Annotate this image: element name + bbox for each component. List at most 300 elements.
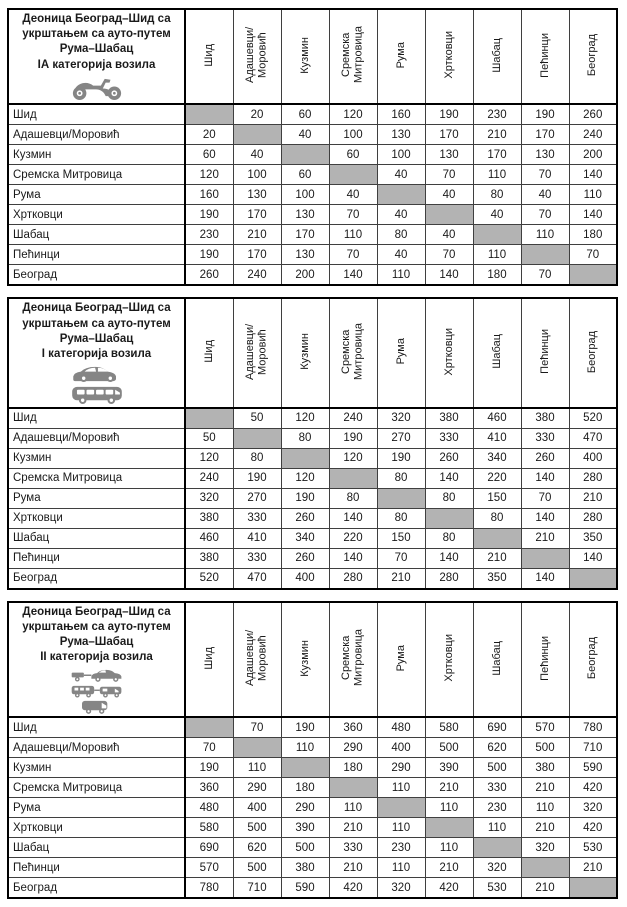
toll-value-cell: 40: [473, 205, 521, 225]
toll-value-cell: 170: [233, 245, 281, 265]
toll-value-cell: 70: [521, 165, 569, 185]
row-label: Кузмин: [8, 758, 185, 778]
toll-value-cell: 40: [281, 125, 329, 145]
toll-value-cell: 580: [185, 818, 233, 838]
toll-value-cell: 400: [569, 448, 617, 468]
toll-value-cell: 70: [233, 717, 281, 738]
table-row: [8, 568, 617, 589]
toll-value-cell: 60: [281, 104, 329, 125]
diagonal-cell: [281, 448, 329, 468]
toll-value-cell: 270: [377, 428, 425, 448]
toll-value-cell: 110: [425, 838, 473, 858]
toll-value-cell: 140: [425, 468, 473, 488]
toll-value-cell: 160: [185, 185, 233, 205]
toll-value-cell: 190: [233, 468, 281, 488]
toll-value-cell: 210: [425, 778, 473, 798]
toll-value-cell: 180: [569, 225, 617, 245]
toll-value-cell: 70: [329, 205, 377, 225]
toll-value-cell: 240: [233, 265, 281, 286]
toll-value-cell: 230: [473, 798, 521, 818]
toll-value-cell: 130: [281, 205, 329, 225]
vehicle-icons: [70, 364, 124, 405]
header-row: [8, 9, 617, 104]
table-title-cell: [8, 9, 185, 104]
toll-value-cell: 380: [185, 548, 233, 568]
toll-value-cell: 360: [329, 717, 377, 738]
toll-value-cell: 80: [377, 468, 425, 488]
toll-value-cell: 380: [521, 408, 569, 429]
toll-value-cell: 500: [521, 738, 569, 758]
toll-value-cell: 710: [569, 738, 617, 758]
diagonal-cell: [233, 428, 281, 448]
row-label: Шид: [8, 104, 185, 125]
van-icon: [70, 384, 124, 405]
toll-value-cell: 110: [233, 758, 281, 778]
column-header-label: Сремска Митровица: [340, 26, 365, 84]
diagonal-cell: [521, 548, 569, 568]
diagonal-cell: [281, 145, 329, 165]
table-row: [8, 245, 617, 265]
column-header: [473, 9, 521, 104]
diagonal-cell: [329, 468, 377, 488]
diagonal-cell: [473, 225, 521, 245]
toll-value-cell: 200: [281, 265, 329, 286]
toll-value-cell: 80: [473, 185, 521, 205]
toll-value-cell: 400: [377, 738, 425, 758]
toll-value-cell: 40: [377, 245, 425, 265]
toll-value-cell: 240: [569, 125, 617, 145]
toll-value-cell: 190: [185, 758, 233, 778]
table-row: [8, 548, 617, 568]
toll-value-cell: 220: [473, 468, 521, 488]
column-header-label: Београд: [586, 330, 599, 373]
table-row: [8, 488, 617, 508]
row-label: Хртковци: [8, 818, 185, 838]
toll-value-cell: 210: [521, 818, 569, 838]
toll-value-cell: 290: [233, 778, 281, 798]
row-label: Адашевци/Моровић: [8, 428, 185, 448]
toll-value-cell: 320: [377, 878, 425, 899]
toll-value-cell: 320: [521, 838, 569, 858]
toll-value-cell: 110: [377, 858, 425, 878]
toll-value-cell: 590: [569, 758, 617, 778]
toll-value-cell: 380: [185, 508, 233, 528]
table-row: [8, 738, 617, 758]
column-header: [329, 298, 377, 407]
toll-value-cell: 280: [569, 508, 617, 528]
row-label: Рума: [8, 798, 185, 818]
toll-value-cell: 390: [281, 818, 329, 838]
table-title-cell: [8, 298, 185, 407]
toll-value-cell: 410: [233, 528, 281, 548]
toll-value-cell: 350: [569, 528, 617, 548]
diagonal-cell: [185, 717, 233, 738]
table-category: IА категорија возила: [37, 58, 156, 71]
toll-value-cell: 110: [425, 798, 473, 818]
diagonal-cell: [569, 878, 617, 899]
toll-value-cell: 80: [473, 508, 521, 528]
table-row: [8, 125, 617, 145]
toll-value-cell: 40: [233, 145, 281, 165]
toll-value-cell: 570: [185, 858, 233, 878]
column-header: [521, 9, 569, 104]
toll-value-cell: 620: [233, 838, 281, 858]
toll-value-cell: 140: [425, 548, 473, 568]
toll-value-cell: 190: [329, 428, 377, 448]
toll-value-cell: 110: [473, 165, 521, 185]
vehicle-icons: [70, 667, 124, 714]
row-label: Шид: [8, 717, 185, 738]
toll-value-cell: 200: [569, 145, 617, 165]
column-header-label: Сремска Митровица: [340, 323, 365, 381]
toll-value-cell: 260: [425, 448, 473, 468]
column-header: [521, 602, 569, 717]
toll-value-cell: 780: [185, 878, 233, 899]
column-header: [233, 9, 281, 104]
toll-value-cell: 70: [521, 488, 569, 508]
toll-value-cell: 690: [185, 838, 233, 858]
column-header-label: Шид: [202, 340, 215, 363]
column-header: [425, 9, 473, 104]
toll-value-cell: 210: [521, 528, 569, 548]
toll-value-cell: 70: [521, 205, 569, 225]
toll-value-cell: 20: [185, 125, 233, 145]
diagonal-cell: [425, 508, 473, 528]
toll-value-cell: 330: [329, 838, 377, 858]
diagonal-cell: [473, 528, 521, 548]
column-header-label: Шид: [202, 43, 215, 67]
column-header-label: Пећинци: [538, 329, 551, 375]
toll-value-cell: 50: [185, 428, 233, 448]
toll-value-cell: 320: [569, 798, 617, 818]
toll-value-cell: 40: [377, 205, 425, 225]
diagonal-cell: [233, 125, 281, 145]
table-row: [8, 878, 617, 899]
table-row: [8, 858, 617, 878]
toll-value-cell: 340: [281, 528, 329, 548]
toll-value-cell: 210: [377, 568, 425, 589]
toll-value-cell: 40: [425, 225, 473, 245]
column-header-label: Сремска Митровица: [340, 629, 365, 687]
row-label: Шид: [8, 408, 185, 429]
column-header: [185, 9, 233, 104]
toll-value-cell: 420: [425, 878, 473, 899]
row-label: Шабац: [8, 838, 185, 858]
toll-value-cell: 70: [377, 548, 425, 568]
toll-value-cell: 130: [377, 125, 425, 145]
toll-value-cell: 40: [329, 185, 377, 205]
toll-value-cell: 410: [473, 428, 521, 448]
toll-value-cell: 710: [233, 878, 281, 899]
row-label: Хртковци: [8, 508, 185, 528]
column-header-label: Шабац: [490, 640, 503, 676]
table-row: [8, 428, 617, 448]
toll-value-cell: 130: [281, 245, 329, 265]
van-trailer-icon: [70, 683, 124, 698]
diagonal-cell: [329, 165, 377, 185]
row-label: Београд: [8, 568, 185, 589]
toll-value-cell: 210: [473, 125, 521, 145]
toll-value-cell: 120: [185, 448, 233, 468]
toll-value-cell: 270: [233, 488, 281, 508]
toll-value-cell: 320: [473, 858, 521, 878]
toll-value-cell: 500: [233, 858, 281, 878]
car-icon: [70, 364, 124, 383]
toll-value-cell: 110: [473, 245, 521, 265]
toll-value-cell: 180: [329, 758, 377, 778]
toll-value-cell: 140: [329, 548, 377, 568]
toll-value-cell: 140: [329, 508, 377, 528]
toll-value-cell: 210: [329, 858, 377, 878]
toll-value-cell: 210: [521, 878, 569, 899]
column-header-label: Пећинци: [538, 635, 551, 681]
toll-value-cell: 590: [281, 878, 329, 899]
toll-value-cell: 460: [185, 528, 233, 548]
column-header-label: Хртковци: [442, 634, 455, 682]
table-row: [8, 818, 617, 838]
diagonal-cell: [473, 838, 521, 858]
toll-value-cell: 480: [377, 717, 425, 738]
toll-value-cell: 500: [473, 758, 521, 778]
toll-value-cell: 290: [377, 758, 425, 778]
toll-value-cell: 190: [377, 448, 425, 468]
toll-value-cell: 470: [569, 428, 617, 448]
column-header: [185, 298, 233, 407]
table-row: [8, 508, 617, 528]
toll-value-cell: 460: [473, 408, 521, 429]
toll-value-cell: 140: [521, 468, 569, 488]
toll-value-cell: 80: [329, 488, 377, 508]
toll-value-cell: 40: [425, 185, 473, 205]
row-label: Сремска Митровица: [8, 778, 185, 798]
toll-value-cell: 140: [569, 165, 617, 185]
toll-value-cell: 350: [473, 568, 521, 589]
motorcycle-icon: [69, 74, 125, 101]
toll-value-cell: 330: [473, 778, 521, 798]
column-header: [281, 602, 329, 717]
toll-value-cell: 80: [425, 528, 473, 548]
toll-value-cell: 110: [569, 185, 617, 205]
toll-value-cell: 110: [377, 265, 425, 286]
toll-value-cell: 240: [329, 408, 377, 429]
diagonal-cell: [185, 408, 233, 429]
toll-value-cell: 190: [281, 488, 329, 508]
toll-value-cell: 120: [185, 165, 233, 185]
diagonal-cell: [281, 758, 329, 778]
column-header-label: Адашевци/​Моровић: [244, 27, 269, 84]
table-title: Деоница Београд–Шид са укрштањем са ауто-путем Рума–Шабац: [22, 605, 171, 649]
toll-value-cell: 330: [233, 508, 281, 528]
toll-value-cell: 70: [329, 245, 377, 265]
column-header: [377, 602, 425, 717]
diagonal-cell: [377, 488, 425, 508]
row-label: Адашевци/Моровић: [8, 125, 185, 145]
toll-value-cell: 780: [569, 717, 617, 738]
toll-value-cell: 330: [425, 428, 473, 448]
header-row: [8, 298, 617, 407]
diagonal-cell: [185, 104, 233, 125]
toll-value-cell: 380: [521, 758, 569, 778]
toll-value-cell: 210: [521, 778, 569, 798]
toll-value-cell: 80: [377, 508, 425, 528]
row-label: Београд: [8, 878, 185, 899]
column-header: [185, 602, 233, 717]
toll-value-cell: 470: [233, 568, 281, 589]
toll-value-cell: 140: [569, 205, 617, 225]
column-header-label: Шабац: [490, 334, 503, 370]
toll-value-cell: 120: [281, 408, 329, 429]
toll-value-cell: 130: [233, 185, 281, 205]
row-label: Рума: [8, 185, 185, 205]
toll-value-cell: 230: [473, 104, 521, 125]
column-header: [233, 602, 281, 717]
column-header-label: Београд: [586, 34, 599, 77]
column-header: [425, 602, 473, 717]
toll-value-cell: 80: [281, 428, 329, 448]
toll-value-cell: 170: [521, 125, 569, 145]
table-row: [8, 717, 617, 738]
row-label: Кузмин: [8, 145, 185, 165]
column-header-label: Адашевци/​Моровић: [244, 630, 269, 687]
column-header-label: Рума: [394, 338, 407, 365]
toll-value-cell: 240: [185, 468, 233, 488]
toll-value-cell: 140: [569, 548, 617, 568]
column-header: [281, 298, 329, 407]
toll-value-cell: 110: [521, 225, 569, 245]
toll-value-cell: 690: [473, 717, 521, 738]
toll-value-cell: 170: [233, 205, 281, 225]
diagonal-cell: [425, 818, 473, 838]
toll-value-cell: 140: [521, 508, 569, 528]
toll-value-cell: 190: [425, 104, 473, 125]
row-label: Пећинци: [8, 548, 185, 568]
toll-value-cell: 210: [425, 858, 473, 878]
table-row: [8, 145, 617, 165]
table-row: [8, 265, 617, 286]
column-header: [329, 9, 377, 104]
toll-value-cell: 100: [329, 125, 377, 145]
column-header-label: Адашевци/​Моровић: [244, 323, 269, 380]
row-label: Сремска Митровица: [8, 468, 185, 488]
row-label: Пећинци: [8, 245, 185, 265]
toll-value-cell: 110: [281, 738, 329, 758]
toll-value-cell: 210: [233, 225, 281, 245]
toll-value-cell: 140: [521, 568, 569, 589]
toll-table-category-ii: [7, 601, 618, 899]
toll-value-cell: 320: [185, 488, 233, 508]
diagonal-cell: [521, 245, 569, 265]
toll-value-cell: 170: [473, 145, 521, 165]
column-header-label: Шид: [202, 646, 215, 670]
toll-value-cell: 140: [425, 265, 473, 286]
row-label: Шабац: [8, 528, 185, 548]
table-category: I категорија возила: [41, 347, 152, 360]
toll-value-cell: 530: [569, 838, 617, 858]
column-header-label: Кузмин: [298, 333, 311, 371]
row-label: Рума: [8, 488, 185, 508]
toll-value-cell: 80: [377, 225, 425, 245]
toll-value-cell: 530: [473, 878, 521, 899]
column-header: [569, 298, 617, 407]
toll-value-cell: 180: [473, 265, 521, 286]
column-header-label: Пећинци: [538, 32, 551, 78]
toll-value-cell: 380: [425, 408, 473, 429]
toll-value-cell: 170: [281, 225, 329, 245]
toll-value-cell: 120: [329, 104, 377, 125]
diagonal-cell: [377, 185, 425, 205]
toll-value-cell: 480: [185, 798, 233, 818]
table-row: [8, 104, 617, 125]
car-trailer-icon: [70, 667, 124, 682]
toll-value-cell: 120: [329, 448, 377, 468]
toll-value-cell: 150: [473, 488, 521, 508]
toll-value-cell: 340: [473, 448, 521, 468]
column-header: [233, 298, 281, 407]
table-title: Деоница Београд–Шид са укрштањем са ауто-путем Рума–Шабац: [22, 13, 171, 56]
toll-value-cell: 320: [377, 408, 425, 429]
row-label: Адашевци/Моровић: [8, 738, 185, 758]
column-header: [377, 9, 425, 104]
column-header: [473, 298, 521, 407]
toll-value-cell: 500: [233, 818, 281, 838]
column-header: [473, 602, 521, 717]
column-header: [281, 9, 329, 104]
toll-value-cell: 130: [521, 145, 569, 165]
diagonal-cell: [521, 858, 569, 878]
diagonal-cell: [233, 738, 281, 758]
column-header-label: Хртковци: [442, 327, 455, 376]
column-header: [425, 298, 473, 407]
toll-value-cell: 130: [425, 145, 473, 165]
toll-value-cell: 40: [377, 165, 425, 185]
column-header: [377, 298, 425, 407]
toll-value-cell: 400: [281, 568, 329, 589]
toll-value-cell: 180: [281, 778, 329, 798]
diagonal-cell: [569, 568, 617, 589]
toll-value-cell: 100: [281, 185, 329, 205]
toll-value-cell: 190: [185, 205, 233, 225]
toll-value-cell: 520: [569, 408, 617, 429]
toll-value-cell: 260: [281, 548, 329, 568]
toll-value-cell: 150: [377, 528, 425, 548]
column-header: [569, 602, 617, 717]
toll-value-cell: 570: [521, 717, 569, 738]
toll-value-cell: 210: [329, 818, 377, 838]
toll-value-cell: 330: [521, 428, 569, 448]
table-title: Деоница Београд–Шид са укрштањем са ауто-путем Рума–Шабац: [22, 302, 171, 345]
toll-value-cell: 110: [521, 798, 569, 818]
toll-value-cell: 110: [329, 798, 377, 818]
toll-value-cell: 160: [377, 104, 425, 125]
toll-value-cell: 210: [569, 488, 617, 508]
toll-value-cell: 500: [281, 838, 329, 858]
toll-value-cell: 260: [281, 508, 329, 528]
toll-value-cell: 70: [425, 165, 473, 185]
toll-value-cell: 190: [521, 104, 569, 125]
toll-value-cell: 70: [185, 738, 233, 758]
table-row: [8, 778, 617, 798]
column-header: [329, 602, 377, 717]
toll-value-cell: 210: [569, 858, 617, 878]
table-row: [8, 185, 617, 205]
row-label: Хртковци: [8, 205, 185, 225]
toll-value-cell: 50: [233, 408, 281, 429]
toll-value-cell: 70: [425, 245, 473, 265]
toll-value-cell: 220: [329, 528, 377, 548]
toll-value-cell: 100: [233, 165, 281, 185]
column-header: [569, 9, 617, 104]
toll-value-cell: 280: [425, 568, 473, 589]
